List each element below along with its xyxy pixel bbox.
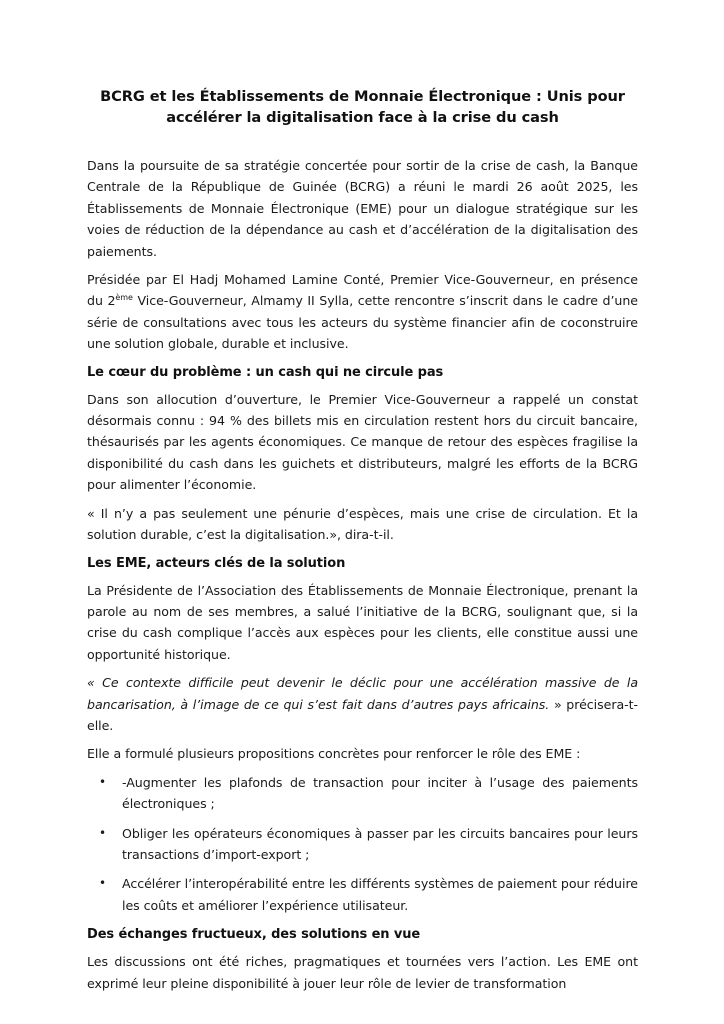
bullet-icon: • (99, 825, 107, 840)
president-quote (87, 672, 638, 736)
bullet-icon: • (99, 774, 107, 789)
presided-text-part2: Vice-Gouverneur, Almamy II Sylla, cette rencontre s’inscrit dans le cadre d’une série de consultations avec tous les acteurs du système financier afin de coconstruire une solution globale, durable et inclusive. (87, 293, 638, 352)
list-item (87, 873, 638, 916)
presided-text-part1: Présidée par El Hadj Mohamed Lamine Conté, Premier Vice-Gouverneur, en présence du 2 (87, 272, 638, 309)
section-heading-eme: Les EME, acteurs clés de la solution (87, 555, 346, 571)
exchanges-paragraph: Les discussions ont été riches, pragmatiques et tournées vers l’action. Les EME ont exprimé leur pleine disponibilité à jouer leur rôle de levier de transformation (87, 954, 638, 991)
proposal-text: Accélérer l’interopérabilité entre les différents systèmes de paiement pour réduire les coûts et améliorer l’expérience utilisateur. (122, 876, 638, 913)
proposal-text: -Augmenter les plafonds de transaction pour inciter à l’usage des paiements électroniques ; (122, 774, 638, 812)
document-title: BCRG et les Établissements de Monnaie Électronique : Unis pour accélérer la digitalisation face à la crise du cash (100, 88, 625, 126)
president-quote-tail: » précisera-t-elle. (87, 696, 638, 733)
proposals-intro: Elle a formulé plusieurs propositions concrètes pour renforcer le rôle des EME : (87, 746, 581, 762)
presided-paragraph (87, 269, 638, 355)
list-item (87, 823, 638, 866)
list-item (87, 772, 638, 815)
section-heading-problem: Le cœur du problème : un cash qui ne circule pas (87, 364, 444, 380)
document-page (87, 86, 638, 1001)
intro-paragraph: Dans la poursuite de sa stratégie concertée pour sortir de la crise de cash, la Banque Centrale de la République de Guinée (BCRG) a réuni le mardi 26 août 2025, les Établissements de Monnaie Électronique (EME) pour un dialogue stratégique sur les voies de réduction de la dépendance au cash et d’accélération de la digitalisation des paiements. (87, 158, 638, 259)
bullet-icon: • (99, 876, 107, 891)
proposals-list (87, 772, 638, 916)
president-quote-italic: « Ce contexte difficile peut devenir le déclic pour une accélération massive de la bancarisation, à l’image de ce qui s’est fait dans d’autres pays africains. (87, 675, 638, 712)
problem-paragraph: Dans son allocution d’ouverture, le Premier Vice-Gouverneur a rappelé un constat désormais connu : 94 % des billets mis en circulation restent hors du circuit bancaire, thésaurisés par les agents économiques. Ce manque de retour des espèces fragilise la disponibilité du cash dans les guichets et distributeurs, malgré les efforts de la BCRG pour alimenter l’économie. (87, 391, 638, 493)
proposal-text: Obliger les opérateurs économiques à passer par les circuits bancaires pour leurs transactions d’import-export ; (122, 825, 638, 862)
ordinal-superscript: ème (115, 293, 133, 303)
vice-governor-quote: « Il n’y a pas seulement une pénurie d’espèces, mais une crise de circulation. Et la solution durable, c’est la digitalisation.», dira-t-il. (87, 505, 638, 543)
eme-paragraph: La Présidente de l’Association des Établissements de Monnaie Électronique, prenant la parole au nom de ses membres, a salué l’initiative de la BCRG, soulignant que, si la crise du cash complique l’accès aux espèces pour les clients, elle constitue aussi une opportunité historique. (87, 582, 638, 662)
section-heading-exchanges: Des échanges fructueux, des solutions en vue (87, 927, 421, 943)
